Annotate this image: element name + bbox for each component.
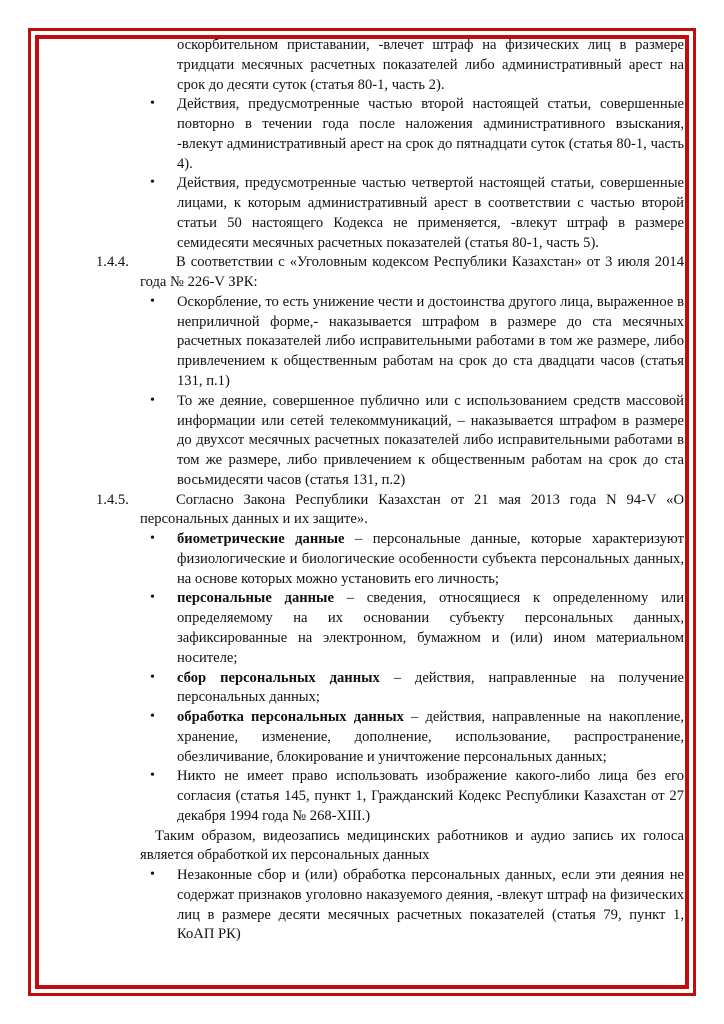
- final-bullet-list: [96, 866, 684, 945]
- list-item-text: Действия, предусмотренные частью второй настоящей статьи, совершенные повторно в течении года после наложения административного взыскания, -влекут административный арест на срок до пятнадцати суток (статья 80-1, часть 4).: [177, 96, 684, 172]
- list-item: [96, 174, 684, 253]
- list-item: [96, 95, 684, 174]
- clause-1-4-5: [96, 491, 684, 531]
- list-item: [96, 708, 684, 767]
- definition-body: – действия, направленные на получение персональных данных;: [177, 669, 684, 706]
- bullet-icon: •: [150, 392, 155, 408]
- definition-body: – сведения, относящиеся к определенному или определяемому на их основании субъекту персональных данных, зафиксированные на электронном, бумажном и (или) ином материальном носителе;: [177, 590, 685, 666]
- list-item: [96, 866, 684, 945]
- clause-1-4-4: [96, 253, 684, 293]
- clause-1-4-4-bullet-list: [96, 293, 684, 491]
- definition-body: – персональные данные, которые характеризуют физиологические и биологические особенности субъекта персональных данных, на основе которых можно установить его личность;: [177, 531, 684, 587]
- bullet-icon: •: [150, 175, 155, 191]
- conclusion-paragraph: Таким образом, видеозапись медицинских работников и аудио запись их голоса является обработкой их персональных данных: [140, 827, 684, 864]
- definition-body: – действия, направленные на накопление, хранение, изменение, дополнение, использование, распространение, обезличивание, блокирование и уничтожение персональных данных;: [177, 709, 684, 765]
- list-item: [96, 589, 684, 668]
- list-item: [96, 767, 684, 826]
- list-item-text: То же деяние, совершенное публично или с использованием средств массовой информации или сетей телекоммуникаций, – наказывается штрафом в размере до двухсот месячных расчетных показателей либо исправительными работами в том же размере, либо привлечением к общественным работам на срок до ста восьмидесяти часов (статья 131, п.2): [177, 392, 684, 488]
- definition-term: биометрические данные: [177, 531, 345, 548]
- list-item-text: Незаконные сбор и (или) обработка персональных данных, если эти деяния не содержат признаков уголовно наказуемого деяния, -влекут штраф на физических лиц в размере десяти месячных расчетных показателей (статья 79, пункт 1, КоАП РК): [177, 867, 684, 943]
- list-item: [96, 530, 684, 589]
- clause-number: 1.4.5.: [96, 491, 129, 508]
- clause-text: Согласно Закона Республики Казахстан от 21 мая 2013 года N 94-V «О персональных данных и их защите».: [140, 491, 684, 528]
- continuation-paragraph: оскорбительном приставании, -влечет штраф на физических лиц в размере тридцати месячных расчетных показателей либо административный арест на срок до десяти суток (статья 80-1, часть 2).: [177, 37, 684, 93]
- bullet-icon: •: [150, 669, 155, 685]
- bullet-icon: •: [150, 867, 155, 883]
- list-item: [96, 392, 684, 491]
- bullet-icon: •: [150, 293, 155, 309]
- list-item-text: Действия, предусмотренные частью четвертой настоящей статьи, совершенные лицами, к которым административный арест в соответствии с частью второй статьи 50 настоящего Кодекса не применяется, -влекут штраф в размере семидесяти месячных расчетных показателей (статья 80-1, часть 5).: [177, 175, 684, 251]
- bullet-icon: •: [150, 531, 155, 547]
- definition-term: сбор персональных данных: [177, 669, 380, 686]
- clause-number: 1.4.4.: [96, 254, 129, 271]
- list-item: [96, 669, 684, 709]
- bullet-icon: •: [150, 709, 155, 725]
- definition-term: обработка персональных данных: [177, 709, 404, 726]
- bullet-icon: •: [150, 590, 155, 606]
- clause-text: В соответствии с «Уголовным кодексом Республики Казахстан» от 3 июля 2014 года № 226-V ЗРК:: [140, 254, 684, 291]
- bullet-icon: •: [150, 768, 155, 784]
- definition-term: персональные данные: [177, 590, 334, 607]
- top-bullet-list: [96, 95, 684, 253]
- document-body: [96, 36, 684, 945]
- definitions-list: [96, 530, 684, 826]
- list-item-text: Оскорбление, то есть унижение чести и достоинства другого лица, выраженное в неприличной форме,- наказывается штрафом в размере до ста месячных расчетных показателей либо исправительными работами в том же размере, либо привлечением к общественным работам на срок до ста двадцати часов (статья 131, п.1): [177, 293, 684, 390]
- bullet-icon: •: [150, 96, 155, 112]
- list-item: [96, 293, 684, 392]
- list-item-text: Никто не имеет право использовать изображение какого-либо лица без его согласия (статья 145, пункт 1, Гражданский Кодекс Республики Казахстан от 27 декабря 1994 года № 268-XIII.): [177, 768, 684, 824]
